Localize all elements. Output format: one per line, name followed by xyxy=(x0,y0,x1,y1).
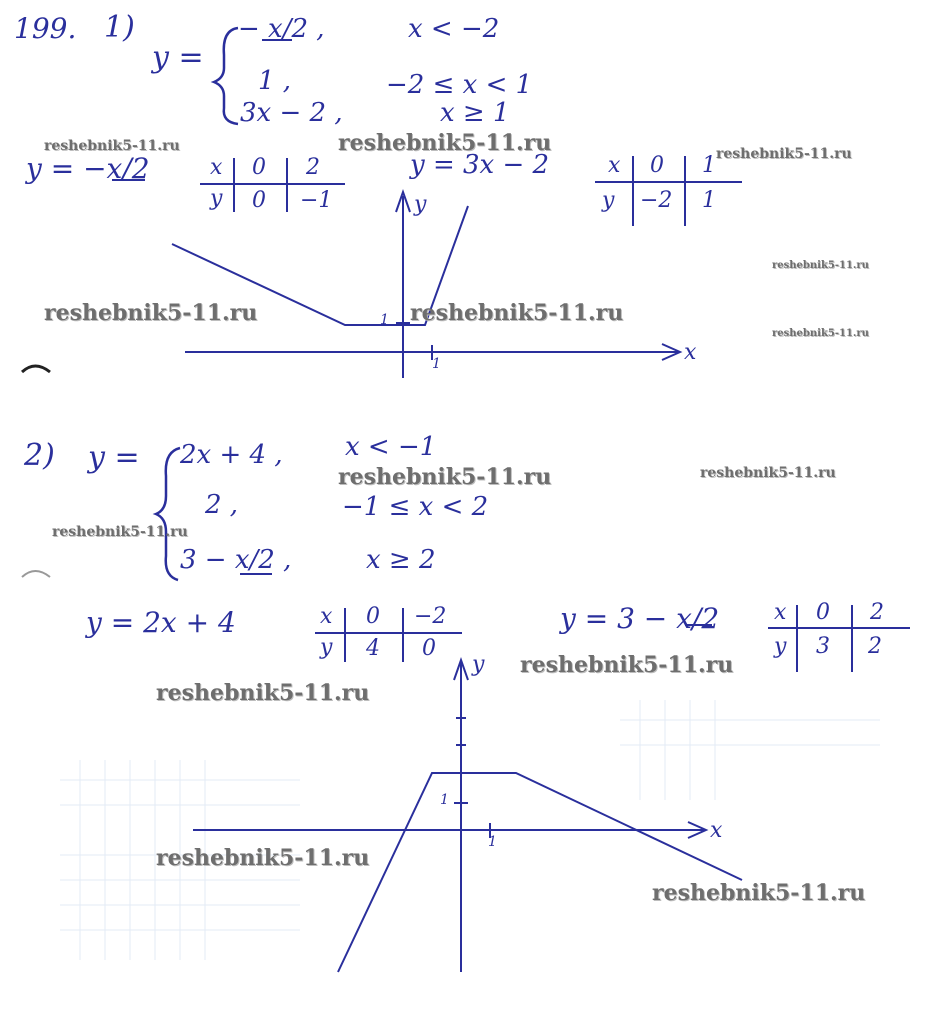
part-2-label: 2) xyxy=(24,438,55,473)
table-1a-x2: 2 xyxy=(306,155,320,180)
part-2-func: y = xyxy=(88,440,140,475)
watermark: reshebnik5-11.ru xyxy=(520,652,734,678)
table-1b-head-y: y xyxy=(602,188,615,213)
watermark: reshebnik5-11.ru xyxy=(716,146,852,162)
table-2a-y1: 4 xyxy=(366,636,380,661)
brace-1 xyxy=(214,28,238,124)
table-1b-x1: 0 xyxy=(650,153,664,178)
table-1a-y2: −1 xyxy=(300,188,333,213)
part-1-case-1-expr: − x/2 , xyxy=(238,14,325,44)
problem-number: 199. xyxy=(14,12,77,45)
watermark: reshebnik5-11.ru xyxy=(156,845,370,871)
watermark: reshebnik5-11.ru xyxy=(52,524,188,540)
table-1b-y2: 1 xyxy=(702,188,716,213)
watermark: reshebnik5-11.ru xyxy=(156,680,370,706)
part-2-case-1-expr: 2x + 4 , xyxy=(180,440,283,470)
part-2-case-3-expr: 3 − x/2 , xyxy=(180,545,292,575)
graph-1-tick-y: 1 xyxy=(380,312,389,328)
watermark: reshebnik5-11.ru xyxy=(772,328,869,339)
table-1a-head-x: x xyxy=(210,155,223,180)
graph-2-axes xyxy=(193,660,706,972)
table-1b-x2: 1 xyxy=(702,153,716,178)
part-1-label: 1) xyxy=(104,10,135,45)
table-1b-formula: y = 3x − 2 xyxy=(410,150,550,180)
part-2-case-3-cond: x ≥ 2 xyxy=(366,545,436,575)
table-2a-head-x: x xyxy=(320,604,333,629)
table-1b-head-x: x xyxy=(608,153,621,178)
watermark: reshebnik5-11.ru xyxy=(338,130,552,156)
watermark: reshebnik5-11.ru xyxy=(772,260,869,271)
graph-1-axis-y-label: y xyxy=(414,192,427,217)
part-2-case-2-expr: 2 , xyxy=(205,490,239,520)
table-1a-x1: 0 xyxy=(252,155,266,180)
graph-2-axis-x-label: x xyxy=(710,818,723,843)
table-1a-formula: y = −x/2 xyxy=(26,152,150,185)
table-2a-x1: 0 xyxy=(366,604,380,629)
table-2b-lines xyxy=(768,605,910,672)
graph-2-tick-x: 1 xyxy=(488,834,497,850)
part-1-case-1-cond: x < −2 xyxy=(408,14,500,44)
graph-1-tick-x: 1 xyxy=(432,356,441,372)
watermark: reshebnik5-11.ru xyxy=(410,300,624,326)
table-2a-y2: 0 xyxy=(422,636,436,661)
table-2b-head-x: x xyxy=(774,600,787,625)
graph-2-tick-y: 1 xyxy=(440,792,449,808)
table-2b-x2: 2 xyxy=(870,600,884,625)
table-2b-y1: 3 xyxy=(816,634,830,659)
part-1-case-2-expr: 1 , xyxy=(258,66,292,96)
table-2b-formula: y = 3 − x/2 xyxy=(560,602,720,635)
part-1-case-3-expr: 3x − 2 , xyxy=(240,98,343,128)
table-1a-y1: 0 xyxy=(252,188,266,213)
watermark: reshebnik5-11.ru xyxy=(44,300,258,326)
graph-2-axis-y-label: y xyxy=(472,652,485,677)
part-1-case-2-cond: −2 ≤ x < 1 xyxy=(386,70,533,100)
part-1-case-3-cond: x ≥ 1 xyxy=(440,98,510,128)
part-1-func: y = xyxy=(152,40,204,75)
table-1a-head-y: y xyxy=(210,186,223,211)
watermark: reshebnik5-11.ru xyxy=(652,880,866,906)
brace-2 xyxy=(156,448,180,580)
graph-1-axis-x-label: x xyxy=(684,340,697,365)
graph-2-curve xyxy=(338,773,742,972)
part-2-case-2-cond: −1 ≤ x < 2 xyxy=(342,492,489,522)
binder-hole-mark xyxy=(22,366,50,372)
part-2-case-1-cond: x < −1 xyxy=(345,432,437,462)
table-2a-formula: y = 2x + 4 xyxy=(86,606,236,639)
table-2b-y2: 2 xyxy=(868,634,882,659)
watermark: reshebnik5-11.ru xyxy=(338,464,552,490)
table-2b-head-y: y xyxy=(774,634,787,659)
binder-hole-mark xyxy=(22,571,50,577)
table-2b-x1: 0 xyxy=(816,600,830,625)
table-1b-y1: −2 xyxy=(640,188,673,213)
watermark: reshebnik5-11.ru xyxy=(44,138,180,154)
table-2a-x2: −2 xyxy=(414,604,447,629)
table-2a-head-y: y xyxy=(320,635,333,660)
watermark: reshebnik5-11.ru xyxy=(700,465,836,481)
